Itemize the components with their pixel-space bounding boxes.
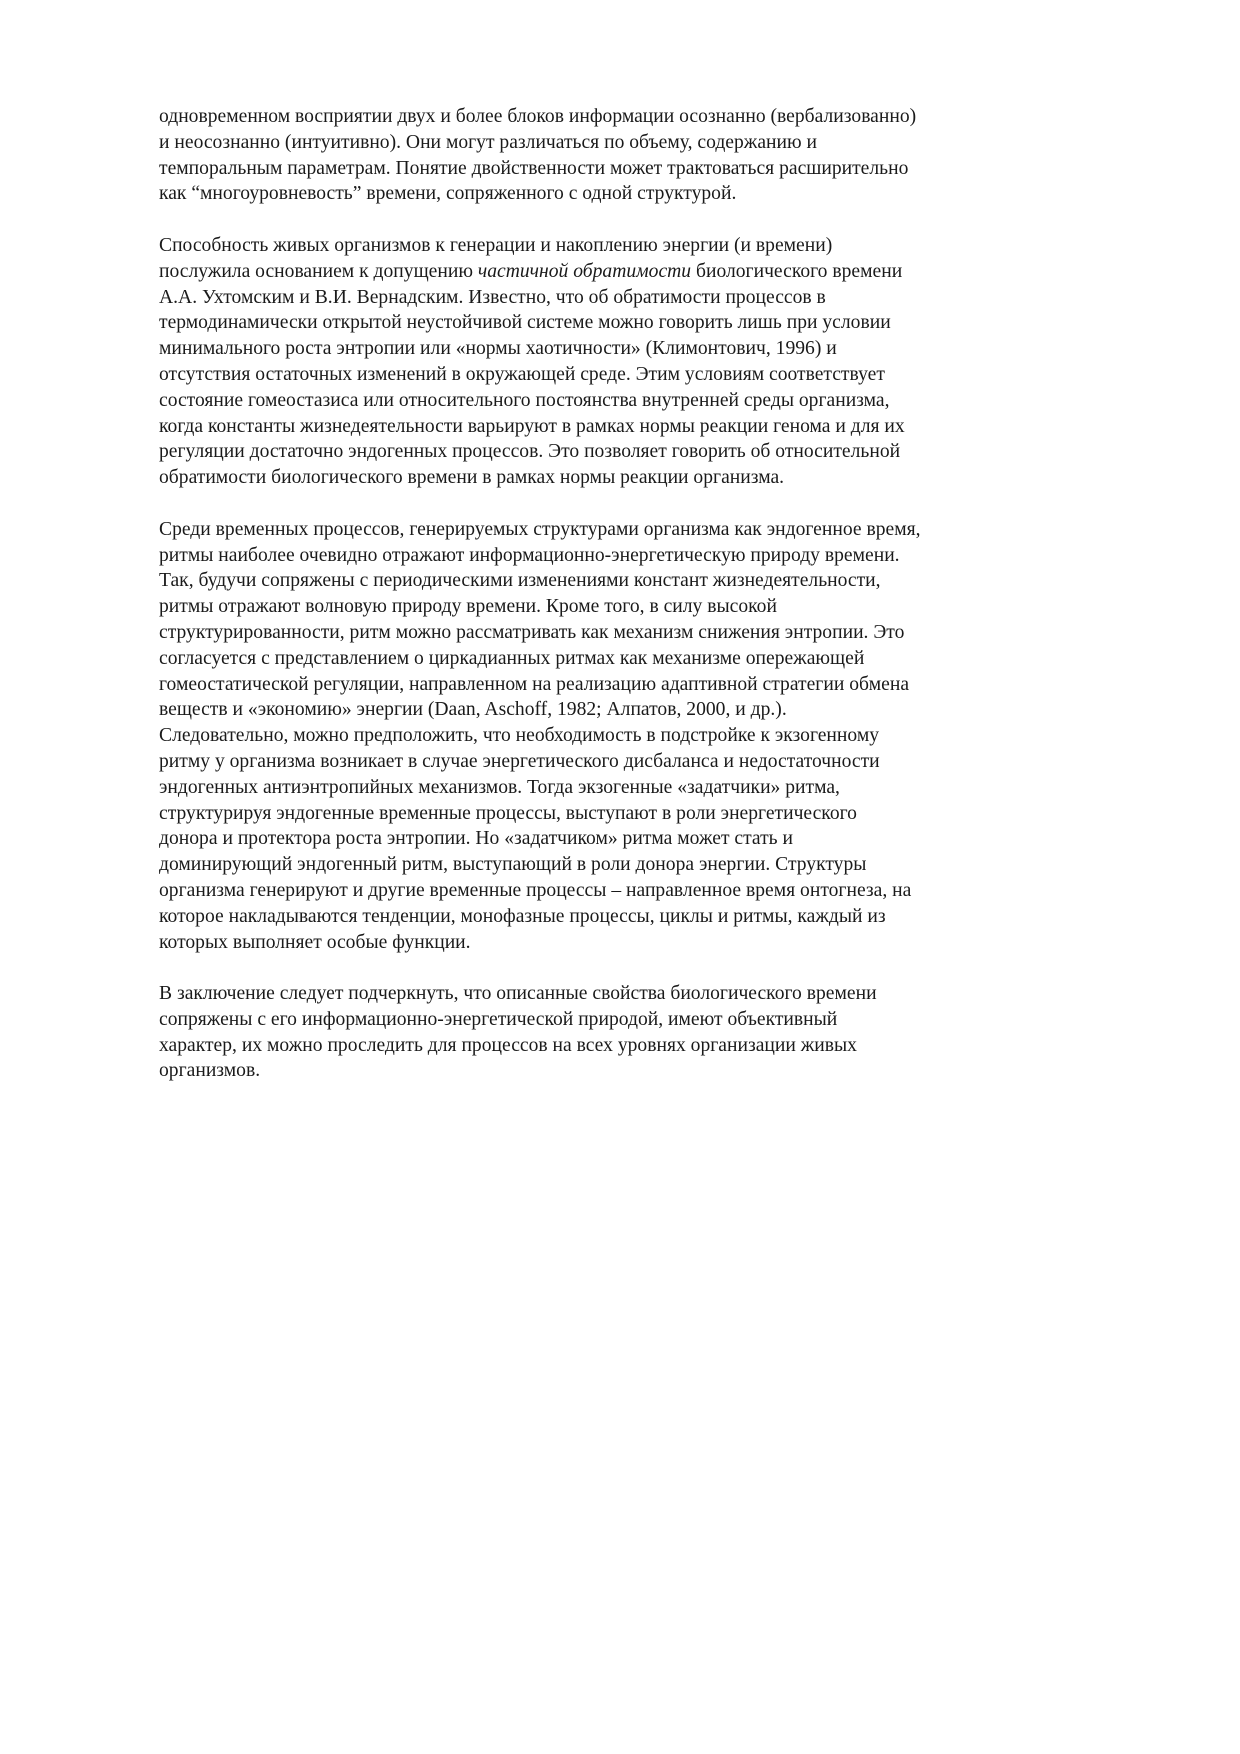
text-line [159,181,1039,207]
text-line [159,697,1039,723]
text-run: В заключение следует подчеркнуть, что описанные свойства биологического времени [159,983,877,1005]
text-run: структурированности, ритм можно рассматривать как механизм снижения энтропии. Это [159,621,905,643]
text-run: Способность живых организмов к генерации и накоплению энергии (и времени) [159,234,833,256]
text-line [159,878,1039,904]
italic-term: частичной обратимости [477,260,692,282]
text-line [159,1033,1039,1059]
text-line [159,672,1039,698]
text-line [159,336,1039,362]
text-run: темпоральным параметрам. Понятие двойственности может трактоваться расширительно [159,157,909,179]
text-line [159,104,1039,130]
text-run: согласуется с представлением о циркадианных ритмах как механизме опережающей [159,647,865,669]
paragraph-4 [159,981,1039,1084]
text-line [159,1007,1039,1033]
text-run: минимального роста энтропии или «нормы хаотичности» (Климонтович, 1996) и [159,338,837,360]
text-line [159,465,1039,491]
text-run: одновременном восприятии двух и более блоков информации осознанно (вербализованно) [159,106,917,127]
text-run: Следовательно, можно предположить, что необходимость в подстройке к экзогенному [159,725,880,747]
text-line [159,801,1039,827]
text-run: которых выполняет особые функции. [159,931,471,953]
text-line [159,388,1039,414]
paragraph-2 [159,233,1039,491]
text-line [159,749,1039,775]
text-run: ритмы наиболее очевидно отражают информационно-энергетическую природу времени. [159,544,900,566]
text-line [159,285,1039,311]
text-line [159,646,1039,672]
text-line [159,852,1039,878]
text-line [159,156,1039,182]
text-run: сопряжены с его информационно-энергетической природой, имеют объективный [159,1008,838,1030]
document-body [159,104,1039,1110]
text-run: биологического времени [691,260,903,282]
text-run: когда константы жизнедеятельности варьируют в рамках нормы реакции генома и для их [159,415,905,437]
text-line [159,930,1039,956]
text-line [159,826,1039,852]
text-line [159,981,1039,1007]
text-run: Среди временных процессов, генерируемых структурами организма как эндогенное время, [159,518,921,540]
text-run: ритмы отражают волновую природу времени. Кроме того, в силу высокой [159,596,777,618]
text-line [159,233,1039,259]
text-run: донора и протектора роста энтропии. Но «задатчиком» ритма может стать и [159,828,793,850]
text-line [159,723,1039,749]
paragraph-1 [159,104,1039,207]
text-run: гомеостатической регуляции, направленном на реализацию адаптивной стратегии обмена [159,673,910,695]
text-run: эндогенных антиэнтропийных механизмов. Тогда экзогенные «задатчики» ритма, [159,776,840,798]
text-line [159,130,1039,156]
text-run: регуляции достаточно эндогенных процессов. Это позволяет говорить об относительной [159,441,901,463]
text-run: Так, будучи сопряжены с периодическими изменениями констант жизнедеятельности, [159,570,881,592]
text-line [159,259,1039,285]
paragraph-3 [159,517,1039,956]
text-run: веществ и «экономию» энергии (Daan, Aschoff, 1982; Алпатов, 2000, и др.). [159,699,787,721]
text-run: организма генерируют и другие временные процессы – направленное время онтогнеза, на [159,879,912,901]
text-run: термодинамически открытой неустойчивой системе можно говорить лишь при условии [159,312,891,334]
text-line [159,310,1039,336]
text-line [159,594,1039,620]
text-line [159,620,1039,646]
text-line [159,414,1039,440]
text-line [159,904,1039,930]
text-line [159,568,1039,594]
text-run: состояние гомеостазиса или относительного постоянства внутренней среды организма, [159,389,890,411]
text-run: как “многоуровневость” времени, сопряженного с одной структурой. [159,183,737,205]
text-run: характер, их можно проследить для процессов на всех уровнях организации живых [159,1034,857,1056]
text-run: ритму у организма возникает в случае энергетического дисбаланса и недостаточности [159,750,880,772]
text-run: обратимости биологического времени в рамках нормы реакции организма. [159,467,785,489]
text-run: и неосознанно (интуитивно). Они могут различаться по объему, содержанию и [159,131,818,153]
text-run: организмов. [159,1060,261,1082]
text-run: которое накладываются тенденции, монофазные процессы, циклы и ритмы, каждый из [159,905,886,927]
text-line [159,439,1039,465]
text-run: послужила основанием к допущению [159,260,478,282]
text-line [159,362,1039,388]
text-run: доминирующий эндогенный ритм, выступающий в роли донора энергии. Структуры [159,854,867,876]
text-run: отсутствия остаточных изменений в окружающей среде. Этим условиям соответствует [159,363,885,385]
text-line [159,543,1039,569]
text-line [159,517,1039,543]
text-line [159,1058,1039,1084]
text-run: А.А. Ухтомским и В.И. Вернадским. Известно, что об обратимости процессов в [159,286,826,308]
text-line [159,775,1039,801]
text-run: структурируя эндогенные временные процессы, выступают в роли энергетического [159,802,857,824]
